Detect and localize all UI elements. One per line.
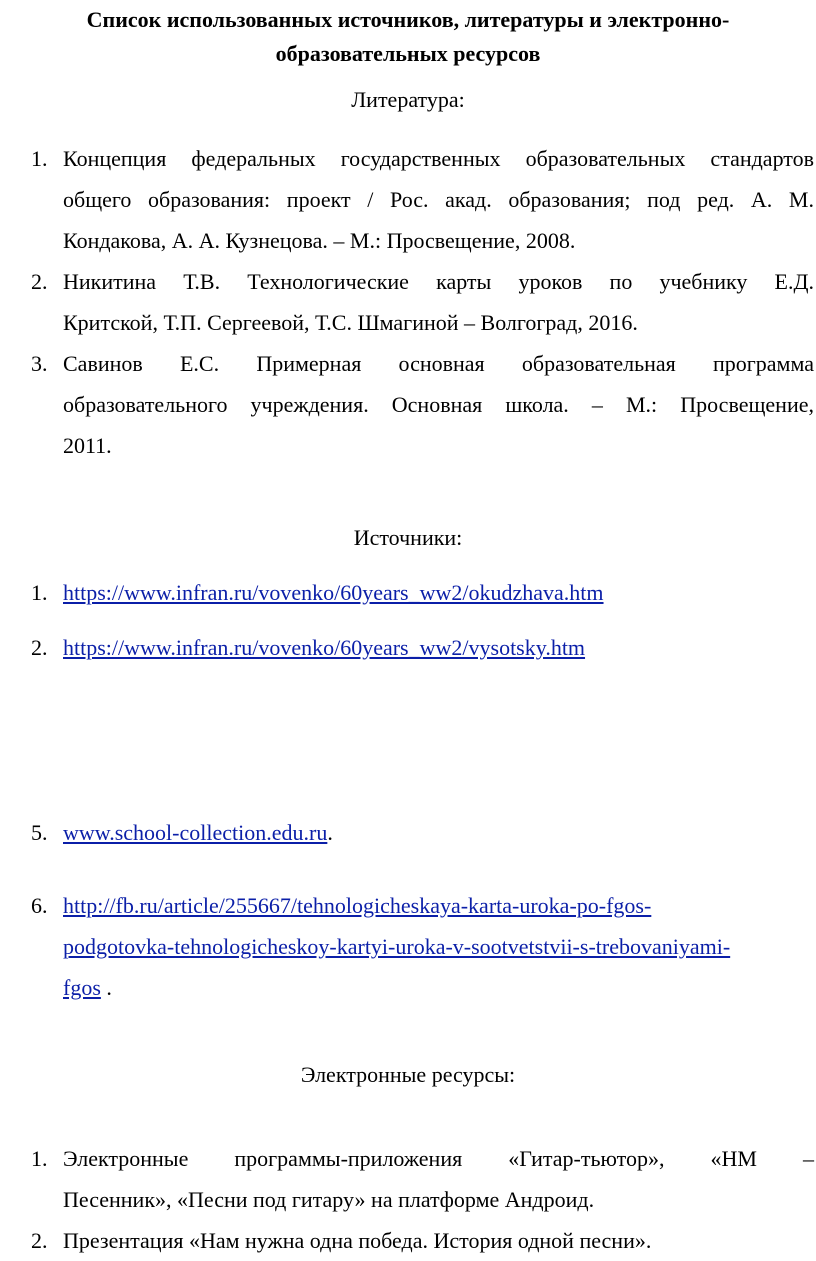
source-item-6-suffix: .: [100, 975, 112, 1000]
source-link-vysotsky[interactable]: https://www.infran.ru/vovenko/60years_ww2/vysotsky.htm: [63, 635, 586, 660]
literature-item-1-line-3: Кондакова, А. А. Кузнецова. – М.: Просвещение, 2008.: [63, 228, 576, 253]
source-item-6-text: [63, 885, 814, 1008]
source-item-5-text: [63, 812, 814, 853]
source-item-1-number: 1.: [31, 580, 48, 605]
literature-item-1-line-2: общего образования: проект / Рос. акад. образования; под ред. А. М.: [63, 187, 814, 212]
source-link-fb-line-1[interactable]: http://fb.ru/article/255667/tehnologicheskaya-karta-uroka-po-fgos-: [63, 893, 652, 918]
document-title-line-2: образовательных ресурсов: [275, 41, 541, 66]
source-link-okudzhava[interactable]: https://www.infran.ru/vovenko/60years_ww2/okudzhava.htm: [63, 580, 604, 605]
literature-item-2-number: 2.: [31, 269, 48, 294]
electronic-heading: Электронные ресурсы:: [300, 1062, 516, 1087]
source-item-6-line-2-wrap: [63, 926, 814, 967]
literature-item-2-line-1: Никитина Т.В. Технологические карты уроков по учебнику Е.Д.: [63, 269, 814, 294]
source-item-5-suffix: .: [327, 820, 333, 845]
literature-item-2-line-2: Критской, Т.П. Сергеевой, Т.С. Шмагиной – Волгоград, 2016.: [63, 310, 638, 335]
literature-item-1-line-1: Концепция федеральных государственных образовательных стандартов: [63, 146, 814, 171]
source-item-2-number: 2.: [31, 635, 48, 660]
sources-heading: Источники:: [353, 525, 463, 550]
source-item-5-number: 5.: [31, 820, 48, 845]
electronic-item-1-line-2: Песенник», «Песни под гитару» на платформе Андроид.: [63, 1187, 595, 1212]
source-item-2-text: [63, 627, 814, 668]
document-title: [0, 3, 816, 71]
electronic-item-2-number: 2.: [31, 1228, 48, 1253]
electronic-item-2-line-1: Презентация «Нам нужна одна победа. История одной песни».: [63, 1228, 652, 1253]
literature-item-3-text: [63, 343, 814, 466]
electronic-item-1-line-1: Электронные программы-приложения «Гитар-тьютор», «HM –: [63, 1146, 814, 1171]
source-link-school-collection[interactable]: www.school-collection.edu.ru: [63, 820, 328, 845]
literature-heading: Литература:: [351, 87, 465, 112]
literature-item-2-text: [63, 261, 814, 343]
source-item-6-line-3-wrap: [63, 967, 814, 1008]
literature-item-1-number: 1.: [31, 146, 48, 171]
literature-item-3-line-2: образовательного учреждения. Основная школа. – М.: Просвещение,: [63, 392, 814, 417]
literature-item-1-text: [63, 138, 814, 261]
literature-item-3-line-3: 2011.: [63, 433, 112, 458]
source-link-fb-line-2[interactable]: podgotovka-tehnologicheskoy-kartyi-uroka-v-sootvetstvii-s-trebovaniyami-: [63, 934, 731, 959]
source-item-6-line-1-wrap: [63, 885, 814, 926]
document-title-line-1: Список использованных источников, литературы и электронно-: [86, 7, 730, 32]
source-item-1-text: [63, 572, 814, 613]
literature-item-3-line-1: Савинов Е.С. Примерная основная образовательная программа: [63, 351, 814, 376]
electronic-item-2-text: [63, 1220, 814, 1261]
source-item-6-number: 6.: [31, 893, 48, 918]
source-link-fb-line-3[interactable]: fgos: [63, 975, 101, 1000]
electronic-item-1-text: [63, 1138, 814, 1220]
literature-item-3-number: 3.: [31, 351, 48, 376]
electronic-item-1-number: 1.: [31, 1146, 48, 1171]
